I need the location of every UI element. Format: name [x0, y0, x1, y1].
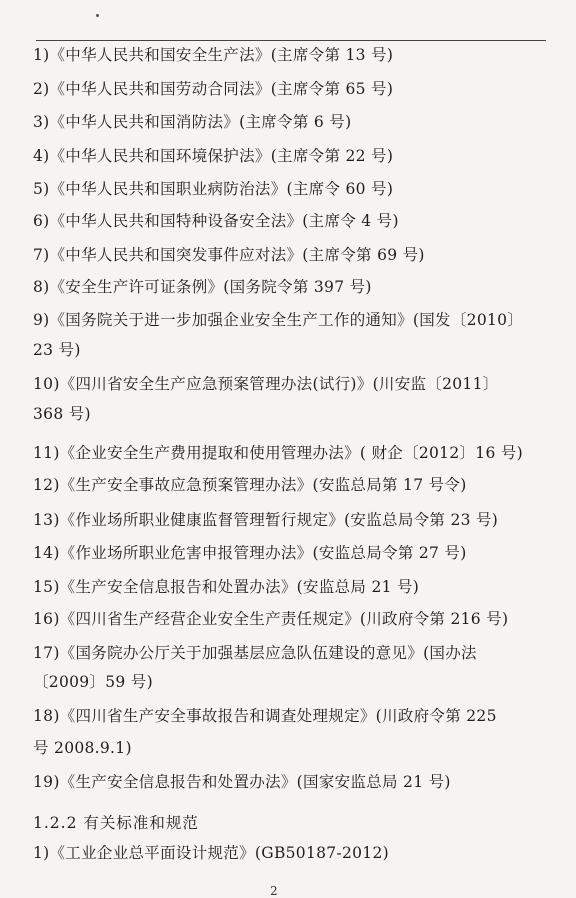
- list-item: 9)《国务院关于进一步加强企业安全生产工作的通知》(国发〔2010〕: [33, 311, 524, 329]
- list-item: 19)《生产安全信息报告和处置办法》(国家安监总局 21 号): [33, 773, 451, 791]
- list-item: 12)《生产安全事故应急预案管理办法》(安监总局第 17 号令): [33, 476, 467, 494]
- list-item: 14)《作业场所职业危害申报管理办法》(安监总局令第 27 号): [33, 544, 467, 562]
- list-item: 2)《中华人民共和国劳动合同法》(主席令第 65 号): [33, 80, 394, 98]
- list-item-continuation: 23 号): [33, 341, 81, 359]
- list-item: 13)《作业场所职业健康监督管理暂行规定》(安监总局令第 23 号): [33, 511, 499, 529]
- list-item: 18)《四川省生产安全事故报告和调查处理规定》(川政府令第 225: [33, 707, 497, 725]
- scan-speck: [96, 14, 99, 17]
- list-item: 11)《企业安全生产费用提取和使用管理办法》( 财企〔2012〕16 号): [33, 444, 523, 462]
- list-item: 3)《中华人民共和国消防法》(主席令第 6 号): [33, 113, 352, 131]
- list-item: 4)《中华人民共和国环境保护法》(主席令第 22 号): [33, 147, 394, 165]
- list-item-continuation: 号 2008.9.1): [33, 739, 132, 757]
- section-heading: 1.2.2 有关标准和规范: [33, 814, 199, 832]
- list-item: 15)《生产安全信息报告和处置办法》(安监总局 21 号): [33, 578, 420, 596]
- list-item: 5)《中华人民共和国职业病防治法》(主席令 60 号): [33, 180, 394, 198]
- page-number: 2: [270, 884, 278, 898]
- list-item: 10)《四川省安全生产应急预案管理办法(试行)》(川安监〔2011〕: [33, 375, 499, 393]
- list-item: 7)《中华人民共和国突发事件应对法》(主席令第 69 号): [33, 246, 425, 264]
- list-item: 16)《四川省生产经营企业安全生产责任规定》(川政府令第 216 号): [33, 610, 509, 628]
- header-rule: [36, 40, 546, 41]
- list-item: 1)《中华人民共和国安全生产法》(主席令第 13 号): [33, 46, 394, 64]
- list-item: 6)《中华人民共和国特种设备安全法》(主席令 4 号): [33, 212, 399, 230]
- list-item: 17)《国务院办公厅关于加强基层应急队伍建设的意见》(国办法: [33, 644, 477, 662]
- list-item: 8)《安全生产许可证条例》(国务院令第 397 号): [33, 278, 372, 296]
- list-item-continuation: 368 号): [33, 405, 91, 423]
- standard-item: 1)《工业企业总平面设计规范》(GB50187-2012): [33, 844, 389, 862]
- list-item-continuation: 〔2009〕59 号): [33, 673, 153, 691]
